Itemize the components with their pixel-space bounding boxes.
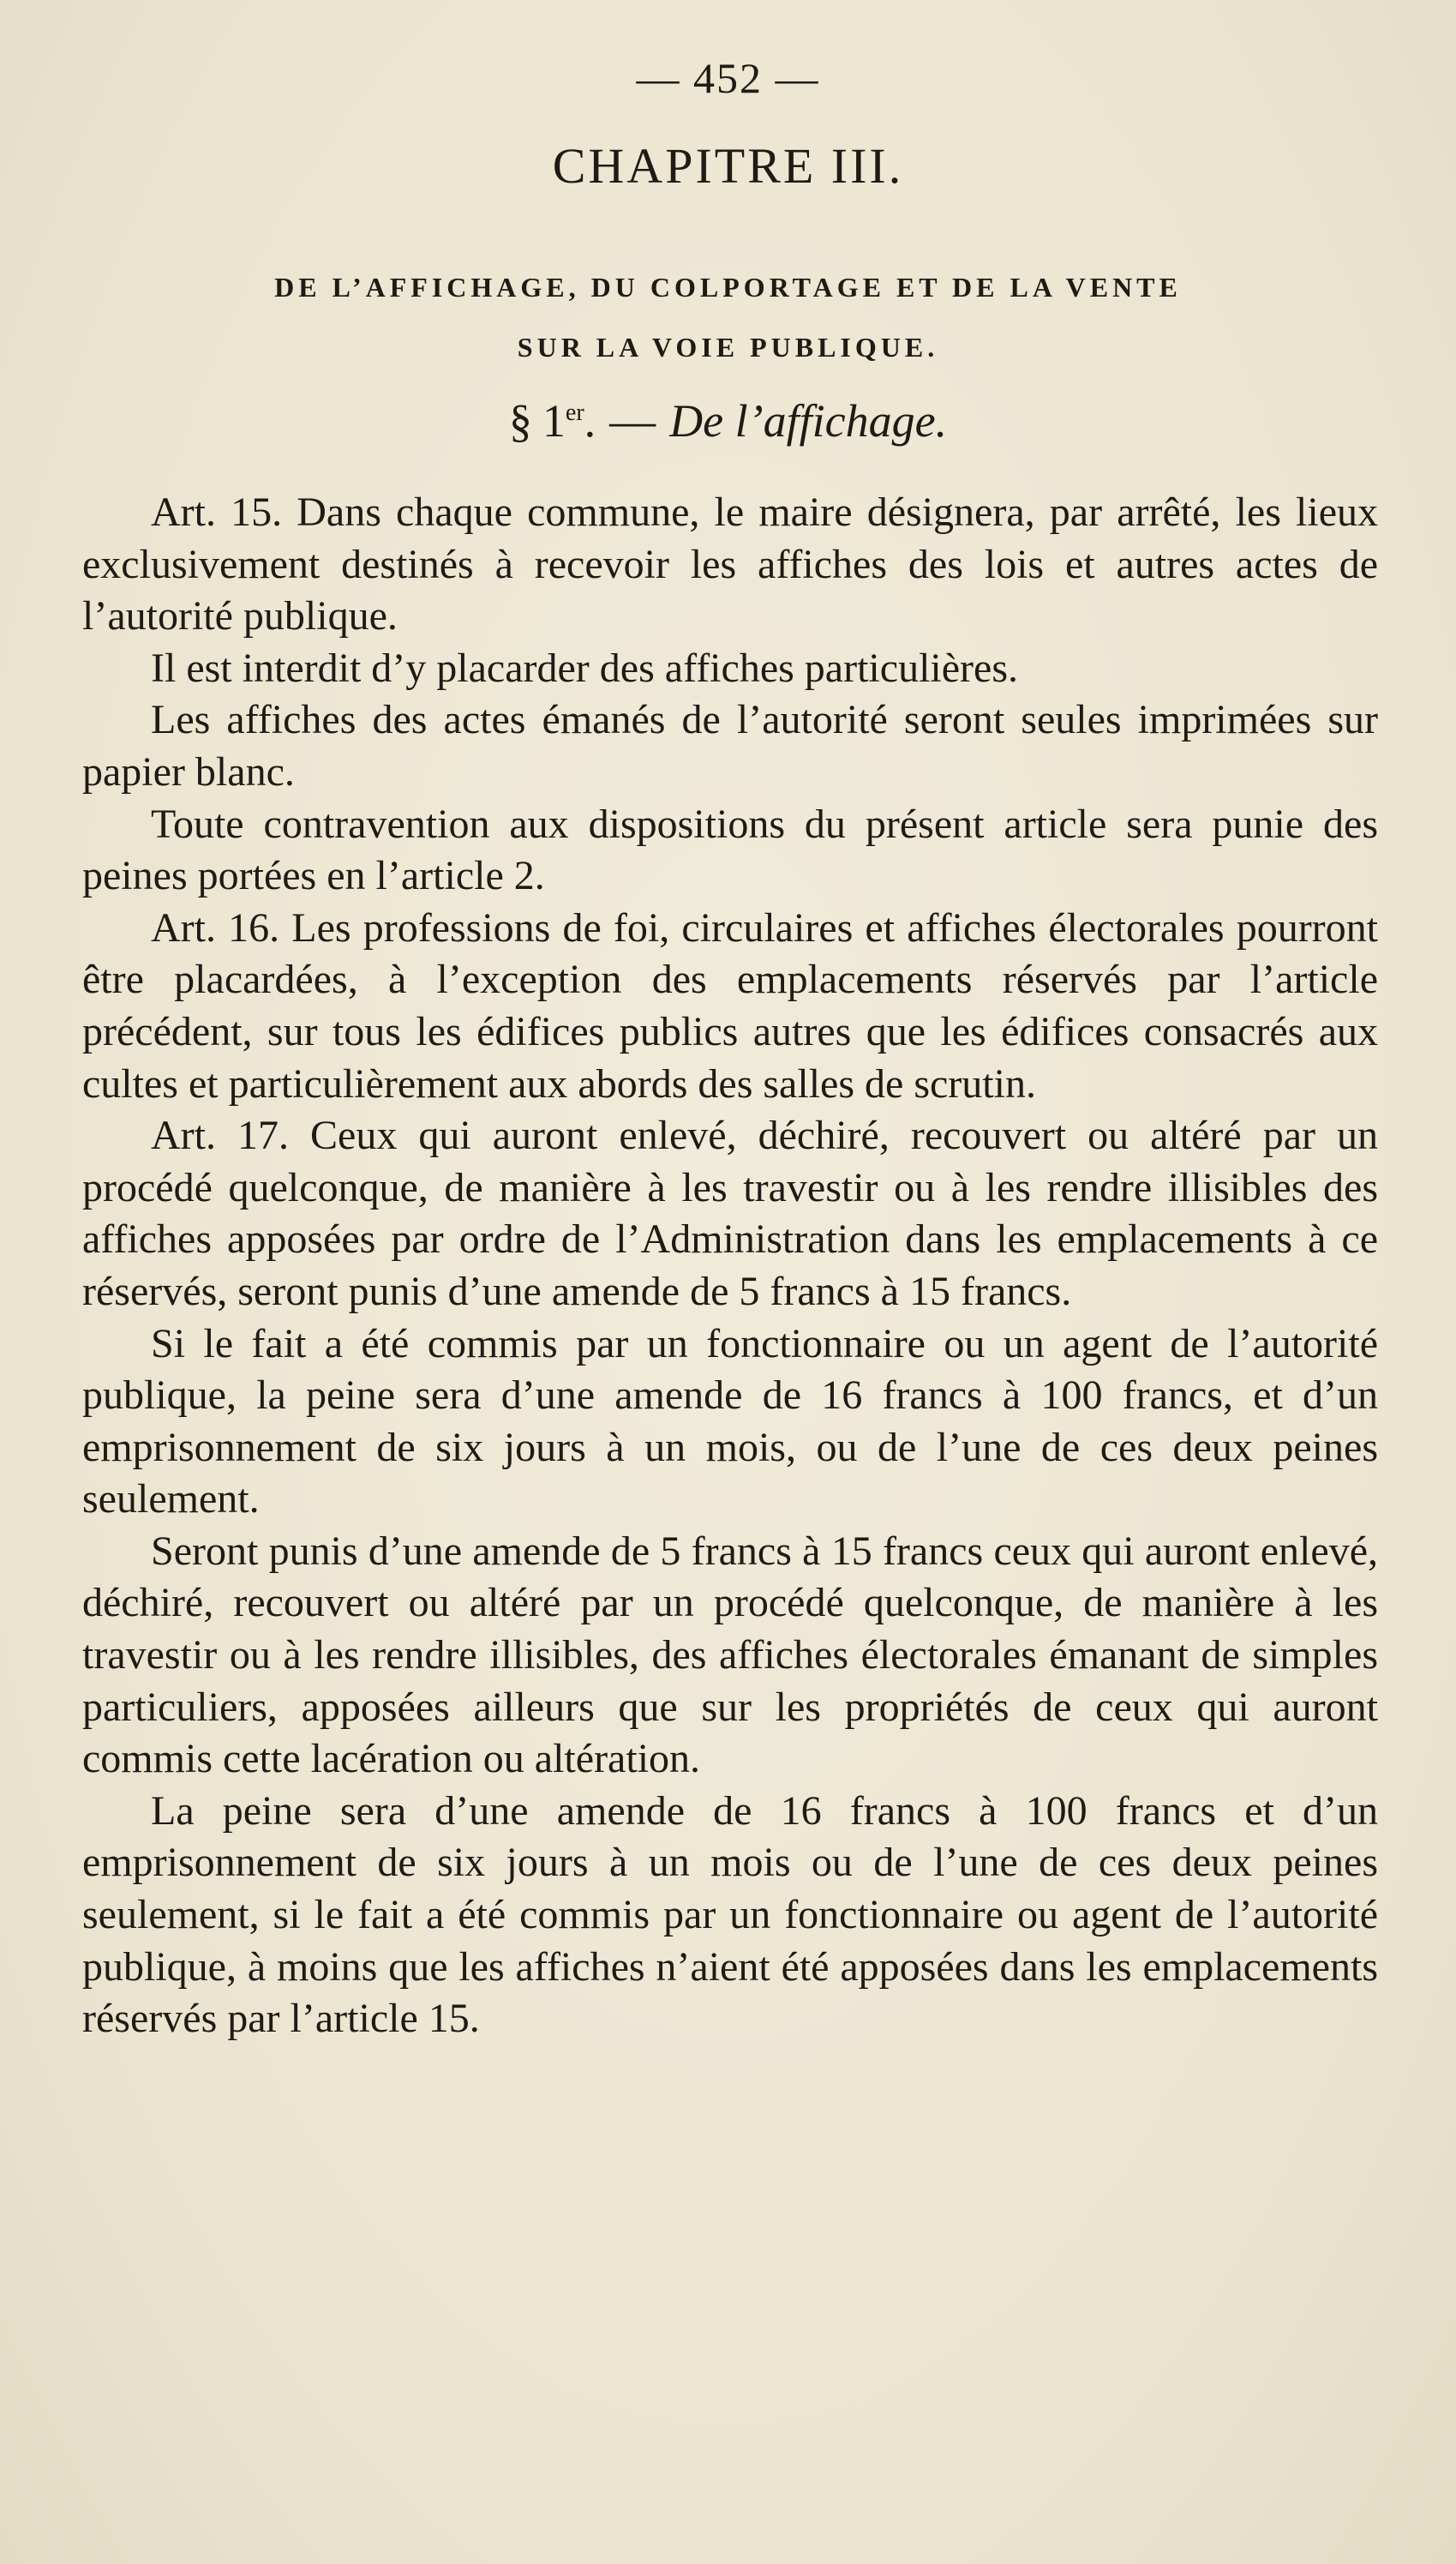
paragraph: Les affiches des actes émanés de l’autorité seront seules imprimées sur papier blanc.	[82, 697, 1378, 795]
paragraph-art-15: Art. 15. Dans chaque commune, le maire désignera, par arrêté, les lieux exclusivement destinés à recevoir les affiches des lois et autres actes de l’autorité publique.	[82, 489, 1378, 639]
section-name: De l’affichage.	[669, 395, 948, 447]
section-dash: —	[609, 395, 656, 447]
section-symbol: §	[508, 395, 532, 447]
paragraph: Il est interdit d’y placarder des affiches particulières.	[151, 645, 1019, 691]
body-text	[82, 487, 1378, 2045]
paragraph: La peine sera d’une amende de 16 francs à 100 francs et d’un emprisonnement de six jours à un mois ou de l’une de ces deux peines seulement, si le fait a été commis par un fonctionnaire ou agent de l’autorité publique, à moins que les affiches n’aient été apposées dans les emplacements réservés par l’article 15.	[82, 1787, 1378, 2042]
chapter-subtitle-line-1: DE L’AFFICHAGE, DU COLPORTAGE ET DE LA VENTE	[274, 272, 1182, 303]
chapter-subtitle	[0, 257, 1456, 377]
paragraph-art-16: Art. 16. Les professions de foi, circulaires et affiches électorales pourront être placardées, à l’exception des emplacements réservés par l’article précédent, sur tous les édifices publics autres que les édifices consacrés aux cultes et particulièrement aux abords des salles de scrutin.	[82, 904, 1378, 1107]
section-number: 1	[542, 395, 566, 447]
chapter-title: CHAPITRE III.	[552, 138, 904, 194]
section-number-suffix: er	[565, 399, 584, 426]
chapter-subtitle-line-2: SUR LA VOIE PUBLIQUE.	[517, 332, 939, 363]
paragraph-art-17: Art. 17. Ceux qui auront enlevé, déchiré, recouvert ou altéré par un procédé quelconque, de manière à les travestir ou à les rendre illisibles des affiches apposées par ordre de l’Administration dans les emplacements à ce réservés, seront punis d’une amende de 5 francs à 15 francs.	[82, 1113, 1378, 1314]
paragraph: Toute contravention aux dispositions du présent article sera punie des peines portées en l’article 2.	[82, 801, 1378, 899]
section-title: § 1er. — De l’affichage.	[508, 395, 948, 447]
page-number: — 452 —	[636, 54, 820, 102]
paragraph: Si le fait a été commis par un fonctionnaire ou un agent de l’autorité publique, la peine sera d’une amende de 16 francs à 100 francs, et d’un emprisonnement de six jours à un mois, ou de l’une de ces deux peines seulement.	[82, 1320, 1378, 1522]
paragraph: Seront punis d’une amende de 5 francs à 15 francs ceux qui auront enlevé, déchiré, recouvert ou altéré par un procédé quelconque, de manière à les travestir ou à les rendre illisibles, des affiches électorales émanant de simples particuliers, apposées ailleurs que sur les propriétés de ceux qui auront commis cette lacération ou altération.	[82, 1528, 1378, 1782]
